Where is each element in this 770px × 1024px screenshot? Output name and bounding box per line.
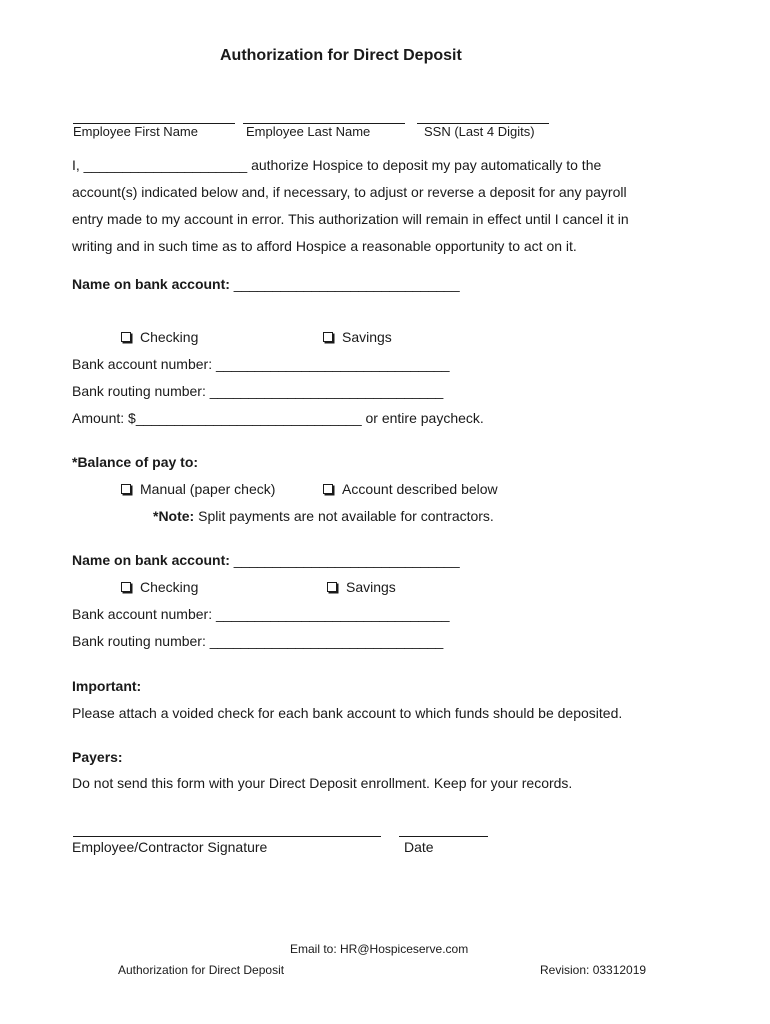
checkbox-icon[interactable] bbox=[323, 484, 333, 494]
ssn-label: SSN (Last 4 Digits) bbox=[424, 124, 535, 139]
account1-name-label: Name on bank account: bbox=[72, 276, 230, 292]
payers-heading: Payers: bbox=[72, 749, 123, 765]
account2-routing-number[interactable]: Bank routing number: ______________________________ bbox=[72, 633, 444, 649]
authorization-line-1 bbox=[72, 152, 692, 179]
balance-account-option[interactable] bbox=[323, 481, 498, 497]
important-heading: Important: bbox=[72, 678, 142, 694]
account1-routing-number[interactable]: Bank routing number: ______________________________ bbox=[72, 383, 444, 399]
account2-name-field bbox=[72, 552, 460, 568]
balance-note bbox=[153, 508, 494, 524]
footer-form-name: Authorization for Direct Deposit bbox=[118, 963, 285, 977]
account1-amount[interactable]: Amount: $_____________________________ or entire paycheck. bbox=[72, 410, 484, 426]
account2-name-blank[interactable]: _____________________________ bbox=[229, 552, 460, 568]
savings-label: Savings bbox=[346, 579, 396, 595]
checking-label: Checking bbox=[140, 579, 199, 595]
account2-savings-option[interactable] bbox=[327, 579, 396, 595]
date-line[interactable] bbox=[399, 836, 488, 837]
checkbox-icon[interactable] bbox=[121, 582, 131, 592]
date-label: Date bbox=[404, 839, 434, 855]
authorization-line-2: account(s) indicated below and, if necessary, to adjust or reverse a deposit for any payroll bbox=[72, 184, 627, 200]
checkbox-icon[interactable] bbox=[121, 332, 131, 342]
authorization-line-4: writing and in such time as to afford Hospice a reasonable opportunity to act on it. bbox=[72, 238, 577, 254]
payers-text: Do not send this form with your Direct Deposit enrollment. Keep for your records. bbox=[72, 775, 573, 791]
signature-line[interactable] bbox=[73, 836, 381, 837]
account2-name-label: Name on bank account: bbox=[72, 552, 230, 568]
important-text: Please attach a voided check for each bank account to which funds should be deposited. bbox=[72, 705, 623, 721]
footer-email: Email to: HR@Hospiceserve.com bbox=[290, 942, 469, 956]
account1-checking-option[interactable] bbox=[121, 329, 198, 345]
note-text: Split payments are not available for contractors. bbox=[194, 508, 494, 524]
authorization-suffix: authorize Hospice to deposit my pay automatically to the bbox=[247, 157, 602, 173]
account1-name-field bbox=[72, 276, 460, 292]
authorization-line-3: entry made to my account in error. This authorization will remain in effect until I cancel it in bbox=[72, 211, 629, 227]
account2-checking-option[interactable] bbox=[121, 579, 198, 595]
balance-heading: *Balance of pay to: bbox=[72, 454, 199, 470]
authorization-paragraph bbox=[72, 152, 692, 260]
first-name-label: Employee First Name bbox=[73, 124, 198, 139]
name-blank[interactable]: _____________________ bbox=[83, 157, 248, 173]
account1-account-number[interactable]: Bank account number: ______________________________ bbox=[72, 356, 450, 372]
savings-label: Savings bbox=[342, 329, 392, 345]
balance-manual-option[interactable] bbox=[121, 481, 275, 497]
checkbox-icon[interactable] bbox=[327, 582, 337, 592]
note-label: *Note: bbox=[153, 508, 195, 524]
account1-savings-option[interactable] bbox=[323, 329, 392, 345]
page-title: Authorization for Direct Deposit bbox=[220, 47, 462, 64]
signature-label: Employee/Contractor Signature bbox=[72, 839, 268, 855]
authorization-prefix: I, bbox=[72, 157, 84, 173]
account-below-label: Account described below bbox=[342, 481, 498, 497]
checking-label: Checking bbox=[140, 329, 199, 345]
last-name-label: Employee Last Name bbox=[246, 124, 371, 139]
account1-name-blank[interactable]: _____________________________ bbox=[229, 276, 460, 292]
manual-label: Manual (paper check) bbox=[140, 481, 276, 497]
checkbox-icon[interactable] bbox=[323, 332, 333, 342]
checkbox-icon[interactable] bbox=[121, 484, 131, 494]
account2-account-number[interactable]: Bank account number: ______________________________ bbox=[72, 606, 450, 622]
footer-revision: Revision: 03312019 bbox=[540, 963, 647, 977]
